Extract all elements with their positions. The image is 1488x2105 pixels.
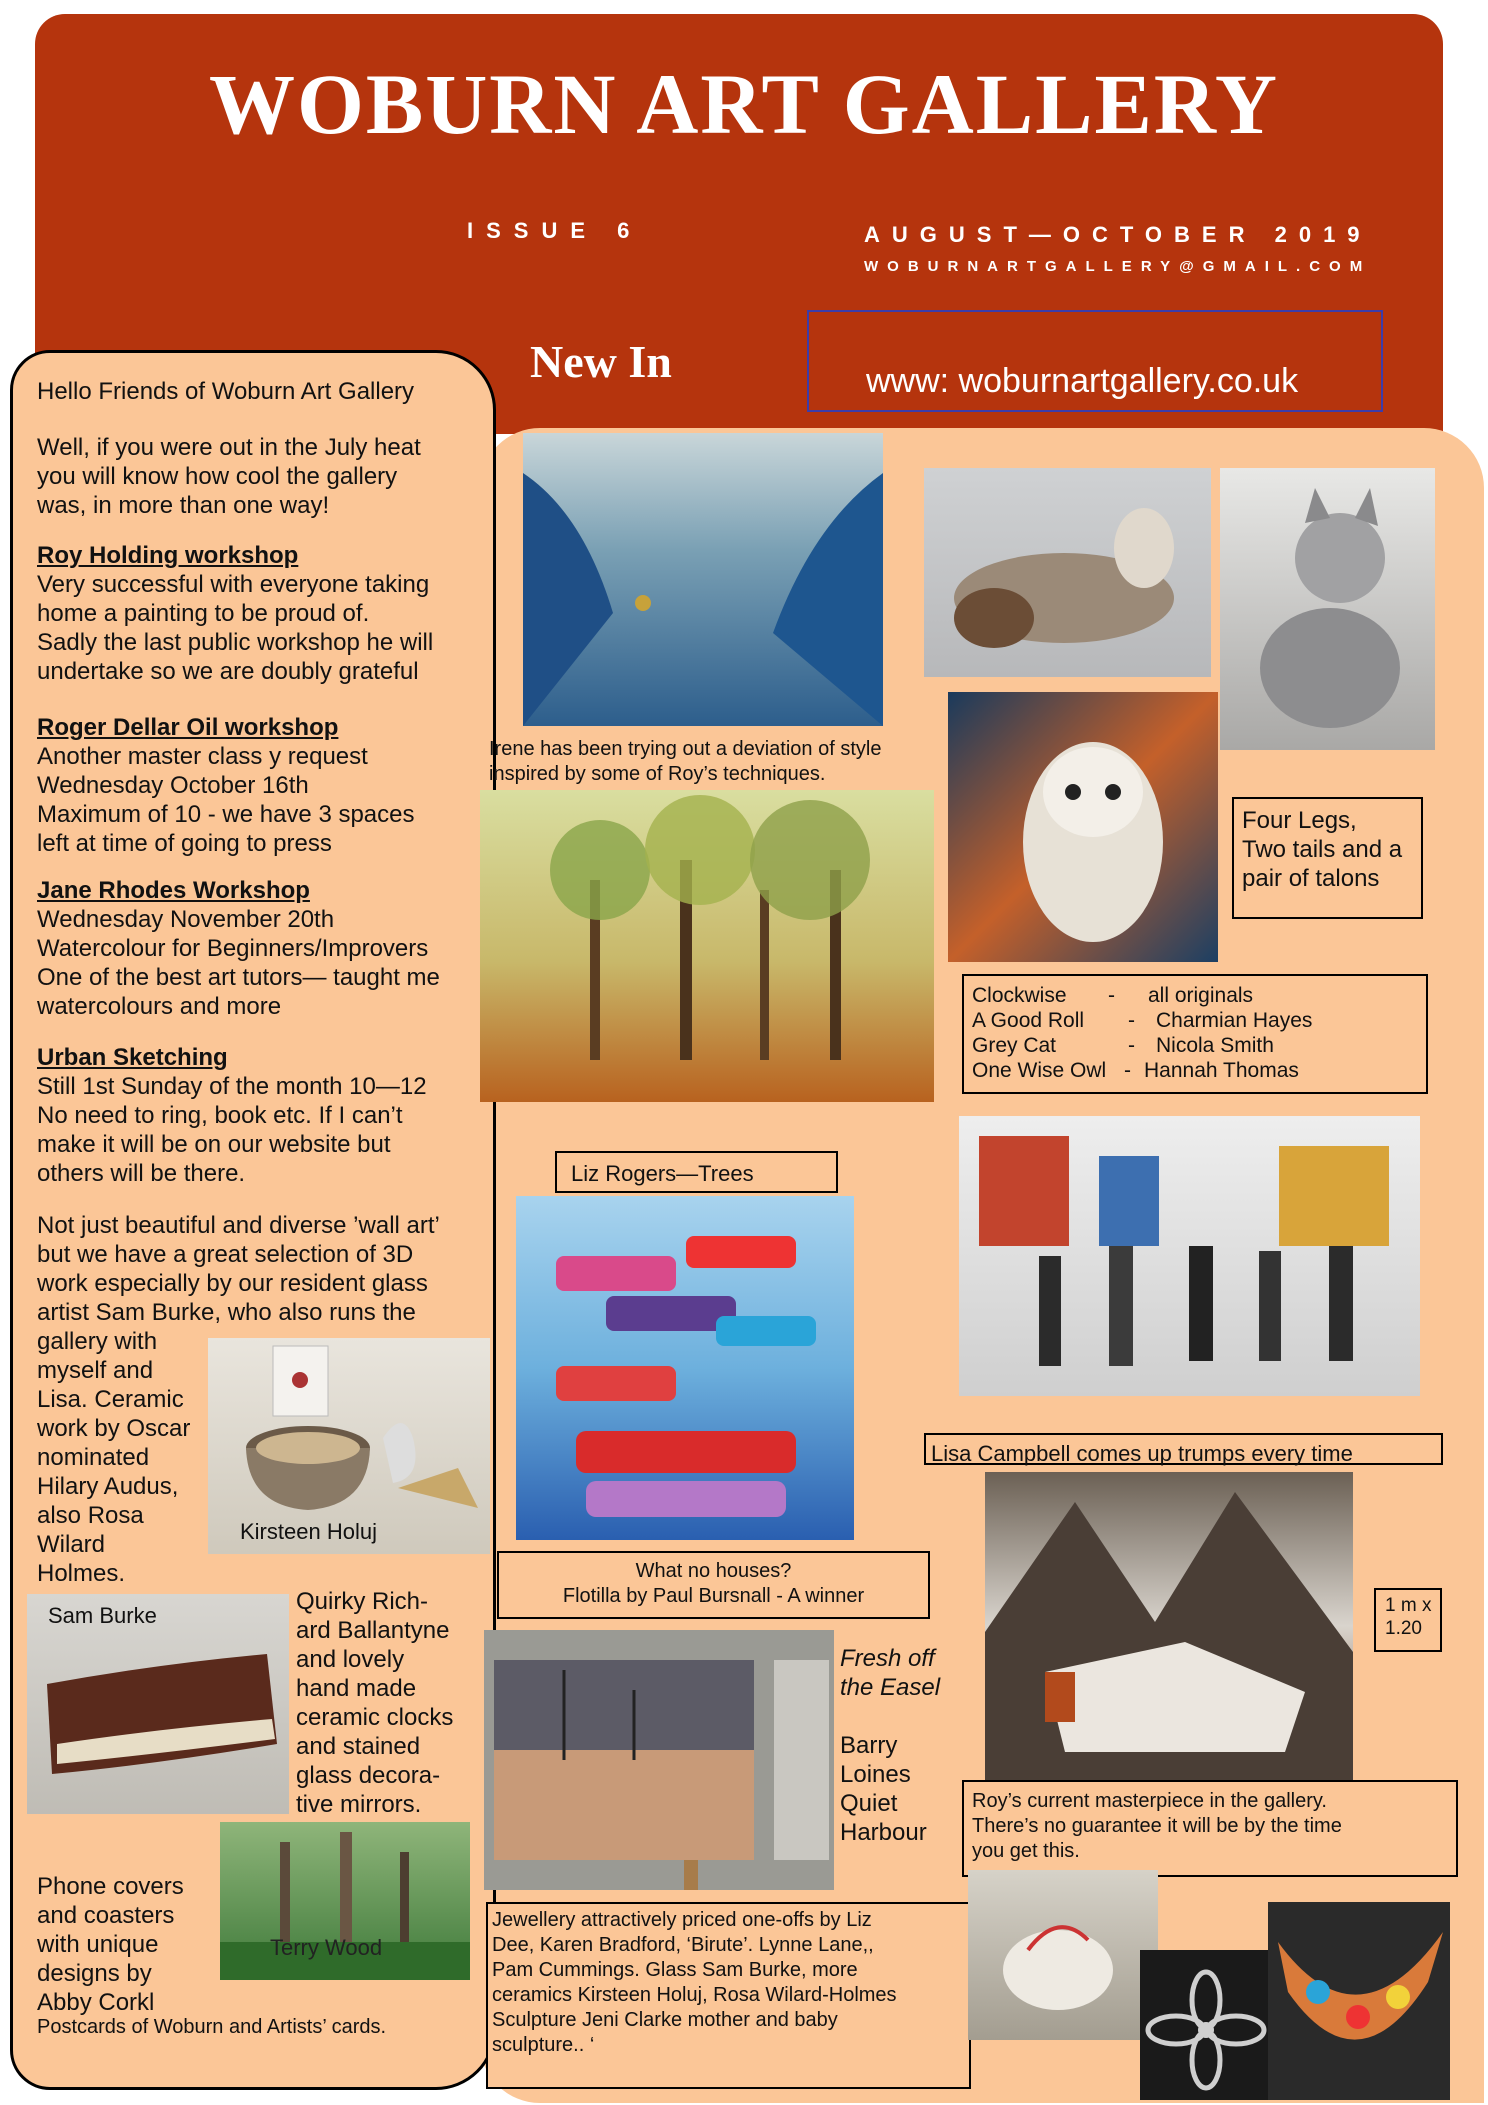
section-heading: Urban Sketching xyxy=(37,1044,228,1071)
ceramic-sculpture-photo xyxy=(968,1870,1158,2040)
rolling-cat-image xyxy=(924,468,1211,677)
boats-image xyxy=(516,1196,854,1540)
gallery-line: gallery with xyxy=(37,1328,158,1355)
grey-cat-image xyxy=(1220,468,1435,750)
credits-artist: Hannah Thomas xyxy=(1144,1059,1299,1082)
section-line: One of the best art tutors— taught me xyxy=(37,964,440,991)
owl-image xyxy=(948,692,1218,962)
greeting: Hello Friends of Woburn Art Gallery xyxy=(37,378,415,405)
gallery-line: nominated xyxy=(37,1444,150,1471)
mosaic-necklace-image xyxy=(1268,1902,1450,2100)
wall-art-line: artist Sam Burke, who also runs the xyxy=(37,1299,416,1326)
liz-caption: Liz Rogers—Trees xyxy=(571,1161,754,1186)
section-line: Another master class y request xyxy=(37,743,368,770)
phone-line: Phone covers xyxy=(37,1873,184,1900)
credits-dash: - xyxy=(1124,1059,1131,1082)
section-roger-dellar xyxy=(37,713,415,858)
credits-row xyxy=(972,983,1312,1008)
fresh-line: Fresh off xyxy=(840,1645,935,1672)
mosaic-necklace-photo xyxy=(1268,1902,1450,2100)
section-line: Wednesday October 16th xyxy=(37,772,309,799)
quirky-line: glass decora- xyxy=(296,1762,441,1789)
section-line: Maximum of 10 - we have 3 spaces xyxy=(37,801,415,828)
gallery-line: work by Oscar xyxy=(37,1415,191,1442)
trees-image xyxy=(480,790,934,1102)
grey-cat-painting xyxy=(1220,468,1435,750)
section-line: watercolours and more xyxy=(37,993,282,1020)
quirky-line: and lovely xyxy=(296,1646,405,1673)
page-title: WOBURN ART GALLERY xyxy=(208,56,1280,152)
barry-loines-text xyxy=(840,1731,927,1847)
section-heading: Jane Rhodes Workshop xyxy=(37,877,310,904)
caption-line: Roy’s current masterpiece in the gallery. xyxy=(972,1790,1327,1812)
section-heading: Roger Dellar Oil workshop xyxy=(37,714,339,741)
credits-artist: all originals xyxy=(1148,984,1254,1007)
liz-rogers-trees-painting xyxy=(480,790,934,1102)
credits-dash: - xyxy=(1128,1009,1135,1032)
section-roy-holding xyxy=(37,541,433,686)
roy-caption xyxy=(972,1789,1342,1864)
section-jane-rhodes xyxy=(37,876,440,1021)
section-line: make it will be on our website but xyxy=(37,1131,391,1158)
quirky-line: and stained xyxy=(296,1733,421,1760)
intro-line: you will know how cool the gallery xyxy=(37,463,398,490)
gallery-visitors-image xyxy=(959,1116,1420,1396)
jewellery-line: Dee, Karen Bradford, ‘Birute’. Lynne Lane,, xyxy=(492,1934,874,1956)
barry-line: Harbour xyxy=(840,1819,927,1846)
jewellery-line: sculpture.. ‘ xyxy=(492,2034,595,2056)
gallery-line: Wilard xyxy=(37,1531,106,1558)
flower-pendant-photo xyxy=(1140,1950,1272,2100)
issue-number: ISSUE 6 xyxy=(467,218,643,243)
caption-line: There’s no guarantee it will be by the time xyxy=(972,1815,1342,1837)
flower-pendant-image xyxy=(1140,1950,1272,2100)
irene-painting xyxy=(523,433,883,726)
barry-line: Quiet xyxy=(840,1790,898,1817)
jewellery-line: Sculpture Jeni Clarke mother and baby xyxy=(492,2009,838,2031)
credits-artist: Nicola Smith xyxy=(1156,1034,1274,1057)
section-line: undertake so we are doubly grateful xyxy=(37,658,419,685)
intro-text xyxy=(37,433,421,520)
lisa-campbell-painting xyxy=(959,1116,1420,1396)
size-line: 1.20 xyxy=(1385,1618,1422,1639)
phone-line: Abby Corkl xyxy=(37,1989,155,2016)
section-line: Very successful with everyone taking xyxy=(37,571,430,598)
caption-line: you get this. xyxy=(972,1840,1080,1862)
credits-artist: Charmian Hayes xyxy=(1156,1009,1313,1032)
fresh-easel-text xyxy=(840,1644,940,1702)
quirky-line: hand made xyxy=(296,1675,417,1702)
postcards-text: Postcards of Woburn and Artists’ cards. xyxy=(37,2016,387,2038)
wall-art-line: work especially by our resident glass xyxy=(37,1270,428,1297)
section-line: Wednesday November 20th xyxy=(37,906,335,933)
terry-caption: Terry Wood xyxy=(270,1935,383,1960)
sam-caption: Sam Burke xyxy=(48,1603,157,1628)
gallery-column-text xyxy=(37,1327,190,1588)
section-line: others will be there. xyxy=(37,1160,246,1187)
four-legs-line: pair of talons xyxy=(1242,865,1380,892)
caption-line: Flotilla by Paul Bursnall - A winner xyxy=(562,1585,865,1607)
size-line: 1 m x xyxy=(1385,1595,1432,1616)
contact-email[interactable]: WOBURNARTGALLERY@GMAIL.COM xyxy=(864,258,1372,275)
gallery-line: Holmes. xyxy=(37,1560,126,1587)
phone-line: with unique xyxy=(37,1931,159,1958)
sculpture-image xyxy=(968,1870,1158,2040)
good-roll-cat-painting xyxy=(924,468,1211,677)
four-legs-line: Two tails and a xyxy=(1242,836,1403,863)
jewellery-line: Pam Cummings. Glass Sam Burke, more xyxy=(492,1959,858,1981)
roy-masterpiece-painting xyxy=(985,1472,1353,1780)
credits-dash: - xyxy=(1108,984,1115,1007)
gallery-line: also Rosa xyxy=(37,1502,144,1529)
credits-dash: - xyxy=(1128,1034,1135,1057)
flotilla-caption xyxy=(497,1559,930,1609)
section-line: Still 1st Sunday of the month 10—12 xyxy=(37,1073,427,1100)
jewellery-text xyxy=(492,1908,897,2058)
quirky-line: ard Ballantyne xyxy=(296,1617,450,1644)
credits-row xyxy=(972,1033,1312,1058)
wall-art-line: Not just beautiful and diverse ’wall art’ xyxy=(37,1212,440,1239)
harbour-image xyxy=(484,1630,834,1890)
abstract-blue-image xyxy=(523,433,883,726)
section-line: Sadly the last public workshop he will xyxy=(37,629,434,656)
phone-line: designs by xyxy=(37,1960,152,1987)
jewellery-line: ceramics Kirsteen Holuj, Rosa Wilard-Holmes xyxy=(492,1984,897,2006)
quirky-text xyxy=(296,1587,453,1819)
section-line: No need to ring, book etc. If I can’t xyxy=(37,1102,403,1129)
gallery-line: Hilary Audus, xyxy=(37,1473,179,1500)
section-line: Watercolour for Beginners/Improvers xyxy=(37,935,429,962)
issue-dates: AUGUST—OCTOBER 2019 xyxy=(864,222,1372,247)
four-legs-text xyxy=(1242,806,1402,893)
irene-caption xyxy=(489,737,881,787)
caption-line: inspired by some of Roy’s techniques. xyxy=(489,763,826,785)
lisa-caption: Lisa Campbell comes up trumps every time xyxy=(931,1441,1353,1466)
intro-line: Well, if you were out in the July heat xyxy=(37,434,421,461)
new-in-heading: New In xyxy=(530,336,672,387)
phone-line: and coasters xyxy=(37,1902,175,1929)
barry-line: Barry xyxy=(840,1732,898,1759)
quirky-line: tive mirrors. xyxy=(296,1791,422,1818)
credits-title: Grey Cat xyxy=(972,1034,1057,1057)
credits-row xyxy=(972,1008,1312,1033)
section-line: home a painting to be proud of. xyxy=(37,600,370,627)
caption-line: What no houses? xyxy=(635,1560,792,1582)
caption-line: Irene has been trying out a deviation of style xyxy=(489,738,882,760)
four-legs-line: Four Legs, xyxy=(1242,807,1357,834)
gallery-line: Lisa. Ceramic xyxy=(37,1386,184,1413)
credits-title: A Good Roll xyxy=(972,1009,1085,1032)
quirky-line: ceramic clocks xyxy=(296,1704,454,1731)
size-text xyxy=(1385,1594,1431,1640)
section-heading: Roy Holding workshop xyxy=(37,542,299,569)
barry-loines-harbour-photo xyxy=(484,1630,834,1890)
wall-art-text xyxy=(37,1211,440,1327)
intro-line: was, in more than one way! xyxy=(37,492,330,519)
website-link[interactable]: www: woburnartgallery.co.uk xyxy=(866,362,1299,400)
quirky-line: Quirky Rich- xyxy=(296,1588,429,1615)
kirsteen-caption: Kirsteen Holuj xyxy=(240,1519,377,1544)
credits-title: One Wise Owl xyxy=(972,1059,1107,1082)
wise-owl-painting xyxy=(948,692,1218,962)
section-urban-sketching xyxy=(37,1043,427,1188)
credits-row xyxy=(972,1058,1312,1083)
credits-list xyxy=(972,983,1312,1083)
phone-covers-text xyxy=(37,1872,184,2017)
barry-line: Loines xyxy=(840,1761,911,1788)
section-line: left at time of going to press xyxy=(37,830,332,857)
fresh-line: the Easel xyxy=(840,1674,941,1701)
credits-title: Clockwise xyxy=(972,984,1067,1007)
flotilla-painting xyxy=(516,1196,854,1540)
wall-art-line: but we have a great selection of 3D xyxy=(37,1241,414,1268)
mountain-image xyxy=(985,1472,1353,1780)
jewellery-line: Jewellery attractively priced one-offs by Liz xyxy=(492,1909,872,1931)
gallery-line: myself and xyxy=(37,1357,154,1384)
